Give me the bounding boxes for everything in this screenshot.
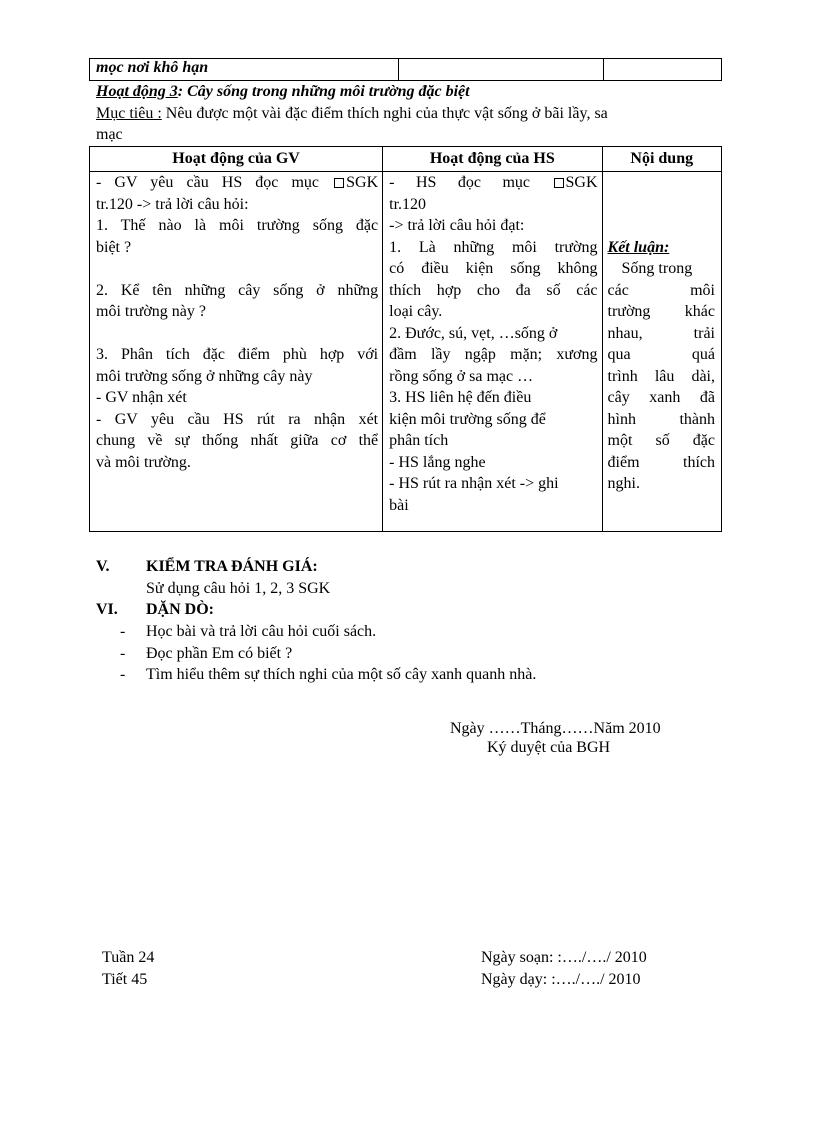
gv-spacer: [96, 258, 378, 280]
hs-line: bài: [389, 496, 409, 514]
nd-line: Sống trong: [621, 260, 693, 277]
previous-row-cell-3: [603, 59, 721, 81]
gv-line: môi trường này ?: [96, 303, 206, 320]
homework-item: Đọc phần Em có biết ?: [146, 645, 293, 662]
hs-line: rồng sống ở sa mạc …: [389, 367, 534, 385]
gv-line: - GV nhận xét: [96, 389, 187, 406]
hs-line: tr.120: [389, 195, 427, 213]
hs-line: thích hợp cho đa số các: [389, 281, 598, 299]
signature-approval: Ký duyệt của BGH: [487, 739, 611, 756]
hs-line: 2. Đước, sú, vẹt, …sống ở: [389, 324, 558, 342]
book-box-icon: [334, 178, 344, 188]
section-5-text: Sử dụng câu hỏi 1, 2, 3 SGK: [146, 580, 331, 597]
gv-line: môi trường sống ở những cây này: [96, 367, 313, 385]
footer-teach-date: Ngày dạy: :…./…./ 2010: [481, 971, 641, 988]
section-6-title: DẶN DÒ:: [146, 601, 214, 618]
header-hs: Hoạt động của HS: [383, 147, 602, 172]
nd-spacer: [608, 172, 715, 194]
hs-line: phân tích: [389, 432, 449, 449]
nd-line: nhau, trải: [607, 324, 715, 342]
table-header-row: [90, 147, 722, 172]
hs-line: có điều kiện sống không: [389, 260, 598, 277]
footer-week: Tuần 24: [102, 949, 155, 966]
nd-line: một số đặc: [607, 432, 715, 449]
hs-line: -> trả lời câu hỏi đạt:: [389, 217, 525, 234]
hs-line: loại cây.: [389, 303, 443, 320]
hs-line: 1. Là những môi trường: [389, 238, 598, 256]
gv-line: tr.120 -> trả lời câu hỏi:: [96, 195, 249, 213]
header-nd: Nội dung: [602, 147, 721, 172]
gv-line: và môi trường.: [96, 453, 191, 471]
bullet-dash: -: [120, 645, 126, 662]
nd-line: nghi.: [607, 475, 640, 492]
bullet-dash: -: [120, 623, 126, 640]
table-body-row: [90, 172, 722, 532]
book-box-icon: [554, 178, 564, 188]
hs-line: kiện môi trường sống để: [389, 410, 546, 428]
gv-line: - GV yêu cầu HS rút ra nhận xét: [96, 410, 379, 428]
gv-line: 3. Phân tích đặc điểm phù hợp với: [96, 346, 379, 363]
gv-line: 2. Kể tên những cây sống ở những: [96, 281, 379, 299]
header-gv: Hoạt động của GV: [90, 147, 383, 172]
section-6-number: VI.: [96, 601, 118, 618]
nd-line: trường khác: [607, 303, 715, 320]
objective-line-2: mạc: [96, 126, 123, 143]
nd-spacer: [608, 215, 715, 237]
section-5-title: KIỂM TRA ĐÁNH GIÁ:: [146, 558, 318, 575]
previous-row-cell-1: [90, 59, 399, 81]
objective-text: Nêu được một vài đặc điểm thích nghi của thực vật sống ở bãi lầy, sa: [161, 105, 608, 122]
hs-line: 3. HS liên hệ đến điều: [389, 389, 532, 406]
bullet-dash: -: [120, 666, 126, 683]
hs-line: đầm lầy ngập mặn; xương: [389, 346, 598, 363]
footer-prep-date: Ngày soạn: :…./…./ 2010: [481, 949, 647, 966]
previous-table-tail: [89, 58, 722, 81]
gv-line: - GV yêu cầu HS đọc mục SGK: [96, 174, 379, 191]
nd-line: qua quá: [607, 346, 715, 363]
activity-label: Hoạt động 3: [96, 83, 178, 100]
homework-item: Học bài và trả lời câu hỏi cuối sách.: [146, 623, 377, 640]
section-5-number: V.: [96, 558, 110, 575]
hs-line: - HS đọc mục SGK: [389, 174, 598, 191]
footer-period: Tiết 45: [102, 971, 148, 988]
objective-label: Mục tiêu :: [96, 105, 162, 122]
gv-line: chung về sự thống nhất giữa cơ thể: [96, 432, 379, 449]
activity-title: : Cây sống trong những môi trường đặc biệt: [177, 83, 470, 100]
hs-line: - HS rút ra nhận xét -> ghi: [389, 475, 559, 492]
hs-cell: [383, 172, 602, 532]
nd-line: trình lâu dài,: [607, 367, 715, 385]
nd-line: hình thành: [607, 410, 715, 428]
nd-cell: [602, 172, 721, 532]
gv-line: biệt ?: [96, 238, 132, 256]
previous-row-cell-2: [398, 59, 603, 81]
signature-date: Ngày ……Tháng……Năm 2010: [450, 720, 661, 737]
objective-line-1: [96, 103, 718, 125]
homework-item: Tìm hiểu thêm sự thích nghi của một số cây xanh quanh nhà.: [146, 666, 537, 683]
nd-line: cây xanh đã: [607, 389, 715, 406]
activity-table: [89, 146, 722, 532]
gv-line: 1. Thế nào là môi trường sống đặc: [96, 217, 379, 234]
nd-spacer: [608, 194, 715, 216]
hs-line: - HS lắng nghe: [389, 453, 486, 471]
previous-row-text: mọc nơi khô hạn: [96, 59, 209, 76]
activity-heading: [96, 81, 470, 103]
nd-line: các môi: [607, 281, 715, 299]
gv-spacer: [96, 323, 378, 345]
nd-title: Kết luận:: [607, 238, 670, 256]
nd-line: điểm thích: [607, 453, 715, 471]
gv-cell: [90, 172, 383, 532]
